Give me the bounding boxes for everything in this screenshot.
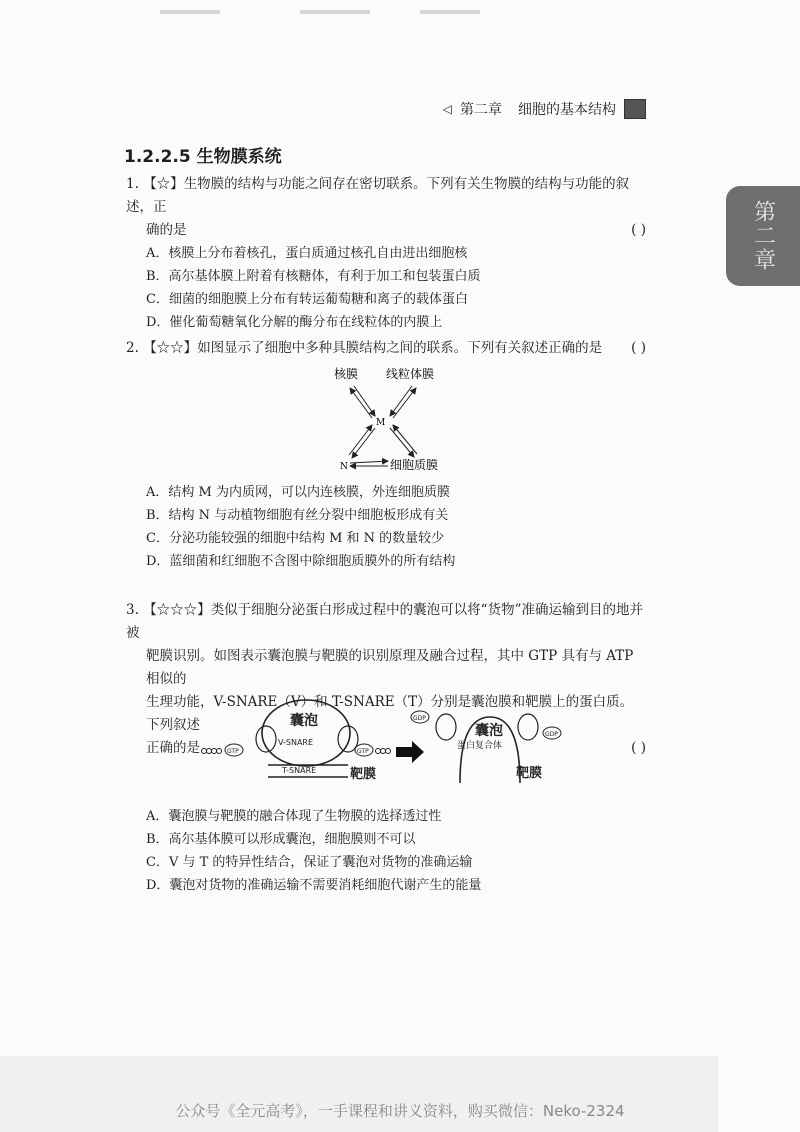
protein-shape (436, 714, 456, 740)
stem-text: 如图显示了细胞中多种具膜结构之间的联系。下列有关叙述正确的是 (197, 340, 603, 356)
question-2 (126, 337, 646, 360)
label-gdp: GDP (545, 731, 558, 738)
stem-text: 确的是 (146, 222, 187, 238)
stem-text: 正确的是 (146, 740, 200, 756)
process-arrow-icon (396, 741, 424, 763)
label-protein-complex: 蛋白复合体 (457, 741, 503, 751)
option-c: C．分泌功能较强的细胞中结构 M 和 N 的数量较少 (146, 531, 445, 546)
question-3-options (126, 805, 646, 897)
label-m: M (376, 418, 386, 428)
header-chapter: 第二章 (460, 102, 502, 118)
label-t-snare: T-SNARE (282, 766, 317, 775)
section-title: 1.2.2.5 生物膜系统 (124, 147, 282, 167)
question-stem-line2 (126, 219, 646, 242)
label-v-snare: V-SNARE (278, 738, 314, 747)
question-2-options (126, 481, 646, 573)
footer-watermark: 公众号《全元高考》，一手课程和讲义资料，购买微信：Neko-2324 (175, 1102, 625, 1120)
option-a: A．囊泡膜与靶膜的融合体现了生物膜的选择透过性 (146, 809, 442, 824)
header-title: 细胞的基本结构 (518, 102, 616, 118)
scan-artifact (420, 10, 480, 14)
label-n: N (340, 462, 348, 472)
answer-paren: ( ) (631, 340, 646, 356)
option-a: A．结构 M 为内质网，可以内连核膜，外连细胞质膜 (146, 485, 450, 500)
option-c: C．V 与 T 的特异性结合，保证了囊泡对货物的准确运输 (146, 855, 473, 870)
option-b: B．结构 N 与动植物细胞有丝分裂中细胞板形成有关 (146, 508, 449, 523)
question-number: 2. (126, 340, 139, 356)
label-target-membrane: 靶膜 (350, 767, 377, 782)
stem-text: 靶膜识别。如图表示囊泡膜与靶膜的识别原理及融合过程，其中 GTP 具有与 ATP 相似的 (146, 648, 634, 687)
option-c: C．细菌的细胞膜上分布有转运葡萄糖和离子的载体蛋白 (146, 292, 468, 307)
label-gtp: GTP (227, 748, 239, 755)
question-stem (126, 599, 646, 645)
question-number: 1. (126, 176, 139, 192)
difficulty-stars: 【☆】 (143, 176, 184, 192)
question-number: 3. (126, 602, 139, 618)
label-mito-membrane: 线粒体膜 (386, 367, 435, 381)
option-a: A．核膜上分布着核孔，蛋白质通过核孔自由进出细胞核 (146, 246, 468, 261)
triangle-icon: ◁ (442, 102, 452, 116)
option-b: B．高尔基体膜可以形成囊泡，细胞膜则不可以 (146, 832, 416, 847)
question-stem (126, 337, 646, 360)
label-target-membrane-2: 靶膜 (516, 766, 543, 781)
chapter-side-tab: 第二章 (726, 186, 800, 286)
vesicle-fusion-diagram (198, 695, 578, 799)
question-1 (126, 173, 646, 334)
stem-text: 类似于细胞分泌蛋白形成过程中的囊泡可以将“货物”准确运输到目的地并被 (126, 602, 643, 641)
option-d: D．蓝细菌和红细胞不含图中除细胞质膜外的所有结构 (146, 554, 456, 569)
header-logo-icon (624, 99, 646, 119)
option-d: D．催化葡萄糖氧化分解的酶分布在线粒体的内膜上 (146, 315, 443, 330)
stem-text: 生物膜的结构与功能之间存在密切联系。下列有关生物膜的结构与功能的叙述，正 (126, 176, 630, 215)
answer-paren: ( ) (631, 222, 646, 238)
scan-artifact (160, 10, 220, 14)
question-stem (126, 173, 646, 219)
label-vesicle: 囊泡 (290, 713, 318, 729)
answer-paren: ( ) (631, 740, 646, 756)
difficulty-stars: 【☆☆】 (143, 340, 198, 356)
label-nuclear-membrane: 核膜 (334, 367, 359, 381)
label-vesicle-2: 囊泡 (475, 723, 503, 739)
label-gtp: GTP (357, 748, 369, 755)
difficulty-stars: 【☆☆☆】 (143, 602, 211, 618)
protein-shape (518, 714, 538, 740)
label-gdp: GDP (413, 715, 426, 722)
option-b: B．高尔基体膜上附着有核糖体，有利于加工和包装蛋白质 (146, 269, 481, 284)
option-d: D．囊泡对货物的准确运输不需要消耗细胞代谢产生的能量 (146, 878, 482, 893)
scan-artifact (300, 10, 370, 14)
membrane-connection-diagram (320, 362, 470, 476)
stem-text: 生理功能，V-SNARE（V）和 T-SNARE（T）分别是囊泡膜和靶膜上的蛋白质。下列叙述 (146, 694, 634, 733)
page-header (443, 99, 646, 119)
label-plasma-membrane: 细胞质膜 (390, 458, 439, 472)
